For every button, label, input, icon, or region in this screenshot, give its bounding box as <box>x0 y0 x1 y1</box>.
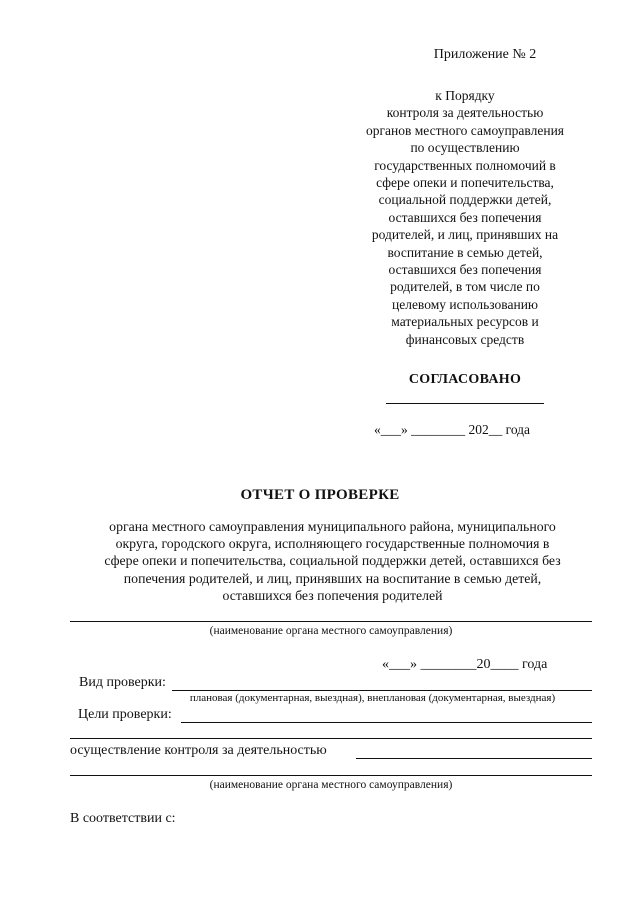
goals-line-2 <box>70 738 592 739</box>
org-name-line <box>70 621 592 622</box>
approval-signature-line <box>386 403 544 404</box>
annex-line: контроля за деятельностью <box>386 105 544 121</box>
control-line-2 <box>70 775 592 776</box>
annex-line: воспитание в семью детей, <box>387 244 543 260</box>
annex-line: родителей, в том числе по <box>390 279 540 295</box>
control-org-caption: (наименование органа местного самоуправления) <box>209 779 453 791</box>
report-date: «___» ________20____ года <box>382 657 548 672</box>
control-line <box>356 758 592 759</box>
approval-date: «___» ________ 202__ года <box>374 422 531 437</box>
report-subject <box>70 518 595 604</box>
control-label: осуществление контроля за деятельностью <box>70 743 327 758</box>
check-type-line <box>172 690 592 691</box>
annex-line: оставшихся без попечения <box>388 209 542 225</box>
annex-line: материальных ресурсов и <box>391 314 539 330</box>
annex-line: целевому использованию <box>391 296 539 312</box>
annex-line: оставшихся без попечения <box>388 262 542 278</box>
annex-title: Приложение № 2 <box>433 47 537 62</box>
subject-line: оставшихся без попечения родителей <box>222 587 443 603</box>
annex-reference <box>360 87 570 348</box>
goals-label: Цели проверки: <box>78 707 172 722</box>
subject-line: органа местного самоуправления муниципального района, муниципального <box>109 519 556 534</box>
annex-line: органов местного самоуправления <box>365 122 565 138</box>
annex-line: по осуществлению <box>410 140 520 156</box>
subject-line: сфере опеки и попечительства, социальной поддержки детей, оставшихся без <box>104 553 561 569</box>
annex-line: государственных полномочий в <box>374 157 556 173</box>
annex-line: родителей, и лиц, принявших на <box>371 227 559 243</box>
subject-line: попечения родителей, и лиц, принявших на воспитание в семью детей, <box>123 570 542 586</box>
annex-line: социальной поддержки детей, <box>378 192 552 208</box>
goals-line <box>181 722 592 723</box>
annex-line: финансовых средств <box>405 331 525 347</box>
check-type-caption: плановая (документарная, выездная), внеплановая (документарная, выездная) <box>189 692 556 704</box>
accordance-label: В соответствии с: <box>70 811 176 826</box>
org-name-caption: (наименование органа местного самоуправления) <box>209 625 453 637</box>
annex-line: к Порядку <box>435 88 495 103</box>
subject-line: округа, городского округа, исполняющего государственные полномочия в <box>115 536 550 552</box>
report-title: ОТЧЕТ О ПРОВЕРКЕ <box>240 487 400 503</box>
annex-line: сфере опеки и попечительства, <box>376 175 554 191</box>
approval-label: СОГЛАСОВАНО <box>408 372 522 387</box>
check-type-label: Вид проверки: <box>79 675 166 690</box>
